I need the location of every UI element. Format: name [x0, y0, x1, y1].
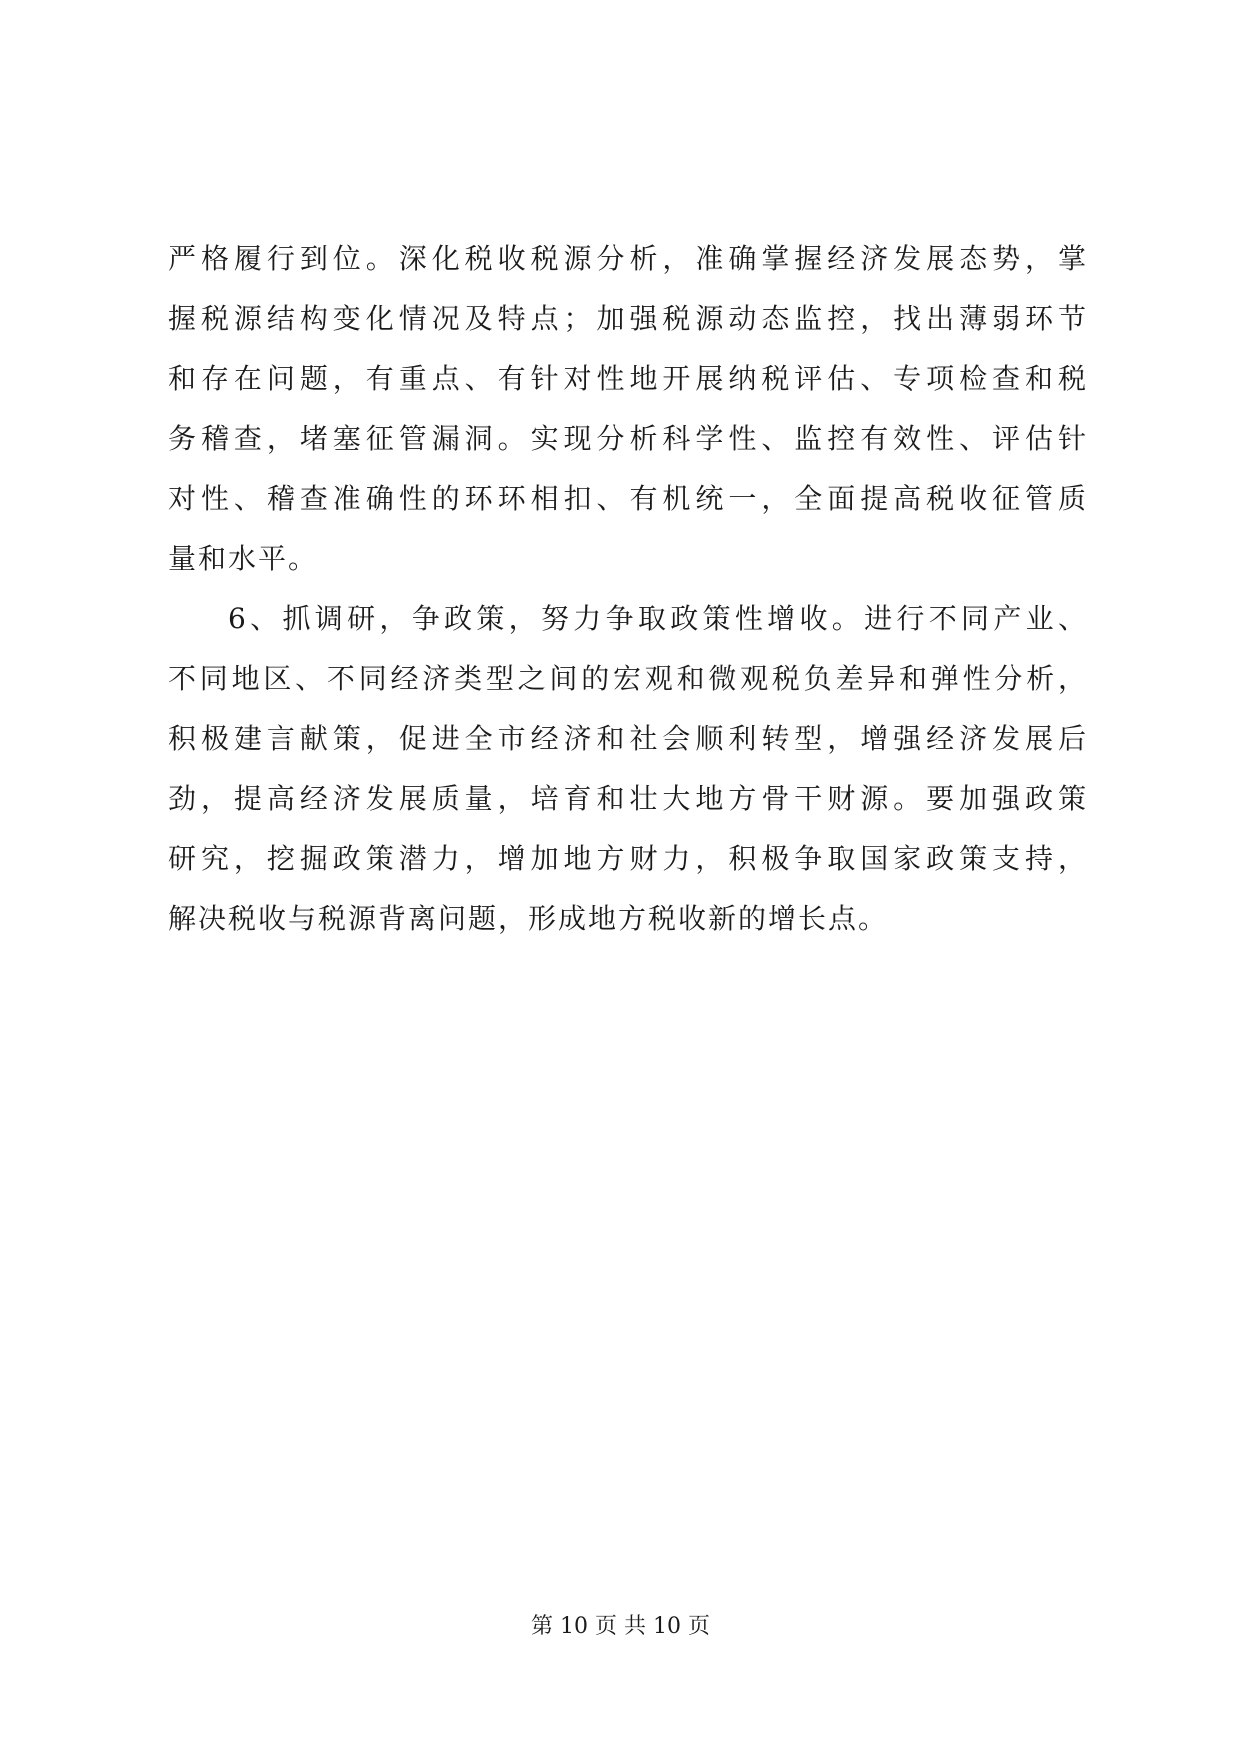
page-footer: 第 10 页 共 10 页: [531, 1614, 710, 1639]
text-line: 研究，挖掘政策潜力，增加地方财力，积极争取国家政策支持，: [168, 842, 1088, 875]
paragraph-2: [168, 589, 1088, 949]
text-line: 握税源结构变化情况及特点；加强税源动态监控，找出薄弱环节: [168, 302, 1088, 335]
text-line: 务稽查，堵塞征管漏洞。实现分析科学性、监控有效性、评估针: [168, 422, 1088, 455]
text-line: 劲，提高经济发展质量，培育和壮大地方骨干财源。要加强政策: [168, 782, 1088, 815]
text-line: 解决税收与税源背离问题，形成地方税收新的增长点。: [168, 902, 889, 935]
text-line: 严格履行到位。深化税收税源分析，准确掌握经济发展态势，掌: [168, 242, 1088, 275]
text-line: 对性、稽查准确性的环环相扣、有机统一，全面提高税收征管质: [168, 482, 1088, 515]
text-line: 不同地区、不同经济类型之间的宏观和微观税负差异和弹性分析，: [168, 662, 1088, 695]
paragraph-1: [168, 229, 1088, 589]
text-line: 量和水平。: [168, 542, 319, 575]
text-line: 积极建言献策，促进全市经济和社会顺利转型，增强经济发展后: [168, 722, 1088, 755]
text-line: 和存在问题，有重点、有针对性地开展纳税评估、专项检查和税: [168, 362, 1088, 395]
body-text: [168, 229, 1088, 949]
text-line: 6、抓调研，争政策，努力争取政策性增收。进行不同产业、: [228, 602, 1088, 635]
